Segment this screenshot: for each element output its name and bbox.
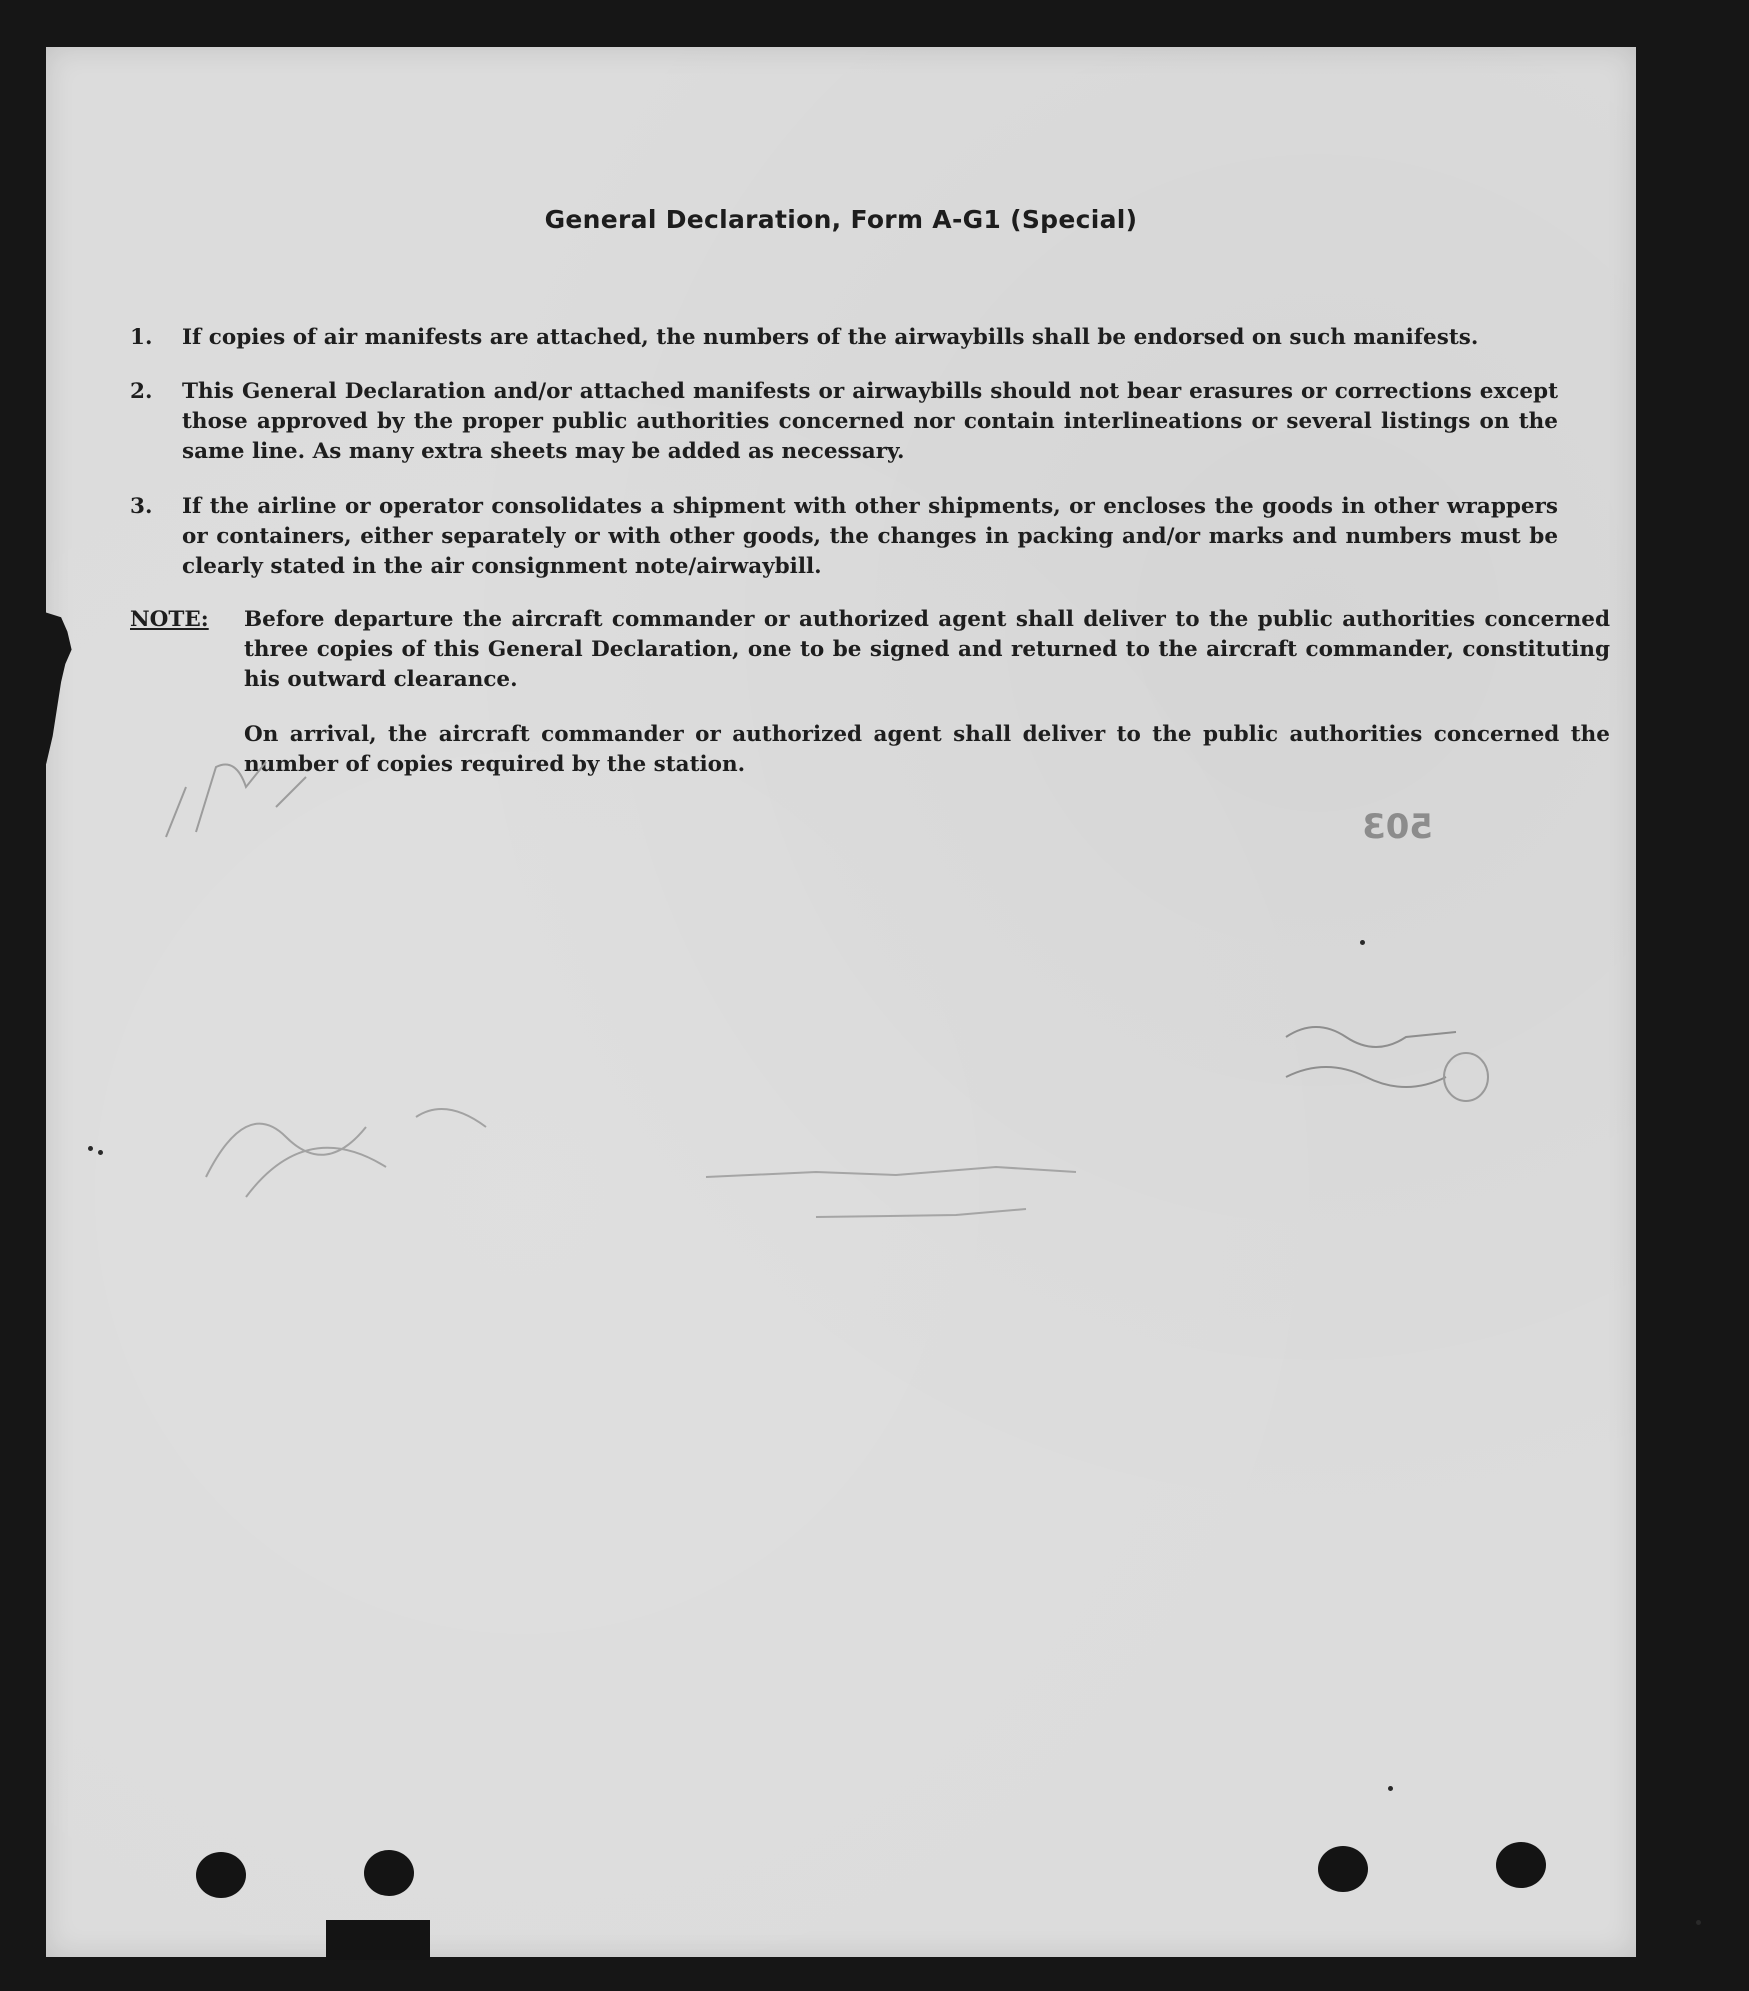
punch-hole: [364, 1850, 414, 1896]
handwriting-mark: [186, 1057, 506, 1217]
item-text: If copies of air manifests are attached, the numbers of the airwaybills shall be endorsed on such manifests.: [182, 325, 1479, 350]
punch-hole: [196, 1852, 246, 1898]
speck: [88, 1146, 93, 1151]
handwriting-mark: [696, 1147, 1116, 1247]
torn-edge: [326, 1920, 430, 1960]
item-number: 3.: [130, 494, 153, 519]
punch-hole: [1318, 1846, 1368, 1892]
document-title: General Declaration, Form A-G1 (Special): [544, 205, 1138, 234]
paper-sheet: [46, 47, 1636, 1957]
note-paragraph-1: Before departure the aircraft commander or authorized agent shall deliver to the public authorities concerned three copies of this General Declaration, one to be signed and returned to the aircraft commander, constituting his outward clearance.: [244, 607, 1610, 692]
item-number: 1.: [130, 325, 153, 350]
speck: [1696, 1920, 1701, 1925]
note-label: NOTE:: [130, 607, 209, 632]
speck: [1388, 1786, 1393, 1791]
handwriting-mark: [156, 747, 316, 857]
item-text: If the airline or operator consolidates a shipment with other shipments, or encloses the goods in other wrappers or containers, either separately or with other goods, the changes in packing and/or marks and numbers must be clearly stated in the air consignment note/airwaybill.: [182, 494, 1558, 579]
note-paragraph-2: On arrival, the aircraft commander or authorized agent shall deliver to the public authorities concerned the number of copies required by the station.: [244, 722, 1610, 777]
handwriting-mark: [1276, 1007, 1536, 1117]
punch-hole: [1496, 1842, 1546, 1888]
speck: [1360, 940, 1365, 945]
bleed-through-stamp: 503: [1362, 807, 1433, 847]
item-number: 2.: [130, 379, 153, 404]
item-text: This General Declaration and/or attached manifests or airwaybills should not bear erasures or corrections except those approved by the proper public authorities concerned nor contain interlineations or several listings on the same line. As many extra sheets may be added as necessary.: [182, 379, 1558, 464]
speck: [98, 1150, 103, 1155]
